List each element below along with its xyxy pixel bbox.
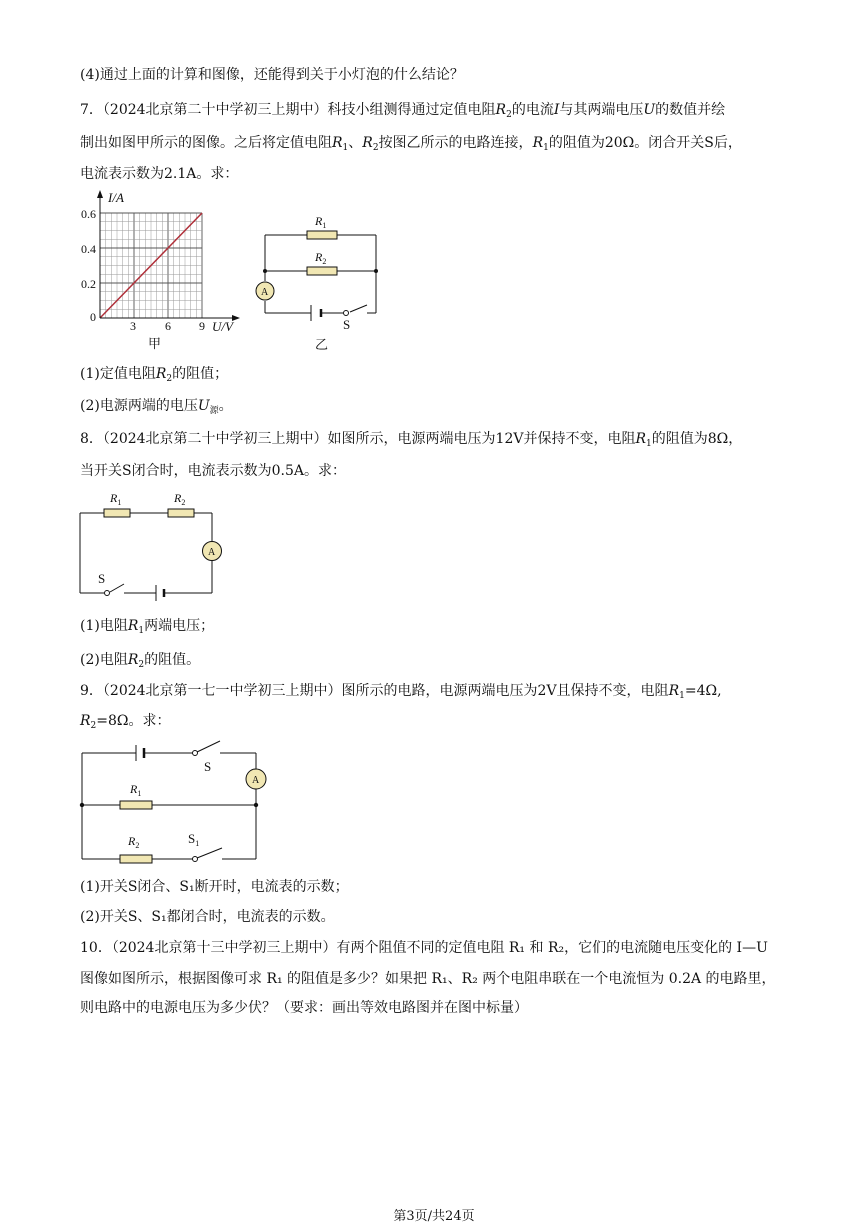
ammeter-label: A — [261, 287, 269, 298]
switch-s-label: S — [343, 317, 351, 332]
q10-line3: 则电路中的电源电压为多少伏？（要求：画出等效电路图并在图中标量） — [80, 1000, 528, 1016]
q8-circuit — [70, 485, 230, 605]
y-tick-label: 0.6 — [81, 207, 96, 221]
x-axis-arrow — [232, 315, 240, 321]
switch-s-label: S — [98, 571, 106, 586]
q6-part4: (4)通过上面的计算和图像，还能得到关于小灯泡的什么结论？ — [80, 67, 464, 83]
q9-circuit — [70, 735, 285, 870]
ammeter-label: A — [208, 547, 216, 558]
r1-label: $R_1$ — [110, 491, 122, 507]
switch-s-pivot — [193, 751, 198, 756]
x-tick-label: 3 — [130, 319, 136, 333]
y-axis-label: I/A — [108, 190, 124, 205]
origin-label: 0 — [90, 310, 96, 324]
x-axis-label: U/V — [212, 319, 233, 334]
resistor-r1 — [307, 231, 337, 239]
switch-s-label: S — [204, 759, 212, 774]
q9-line2: $R_2=8\Omega$。求： — [80, 713, 171, 731]
junction-dot — [254, 803, 258, 807]
y-axis-arrow — [97, 190, 103, 198]
q9-part1: (1)开关S闭合、S₁断开时，电流表的示数； — [80, 879, 349, 895]
q7-part2: (2)电源两端的电压$U_源$。 — [80, 398, 233, 416]
resistor-r1 — [120, 801, 152, 809]
q10-line2: 图像如图所示，根据图像可求 R₁ 的阻值是多少？如果把 R₁、R₂ 两个电阻串联在一个电流恒为 0.2A 的电路里， — [80, 971, 776, 987]
r2-label: $R_2$ — [174, 491, 186, 507]
y-tick-label: 0.4 — [81, 242, 96, 256]
q7-line2: 制出如图甲所示的图像。之后将定值电阻$R_1$、$R_2$按图乙所示的电路连接，$R_1$的阻值为20Ω。闭合开关S后， — [80, 135, 742, 153]
r1-label: $R_1$ — [130, 782, 142, 798]
q8-line2: 当开关S闭合时，电流表示数为0.5A。求： — [80, 463, 346, 479]
q8-heading: 8．（2024北京第二十中学初三上期中）如图所示，电源两端电压为12V并保持不变，电阻$R_1$的阻值为8Ω， — [80, 431, 743, 449]
junction-dot — [263, 269, 267, 273]
resistor-r1 — [104, 509, 130, 517]
r2-label: $R_2$ — [128, 834, 140, 850]
q8-part2: (2)电阻$R_2$的阻值。 — [80, 652, 201, 670]
resistor-r2 — [307, 267, 337, 275]
fig-label-jia: 甲 — [148, 336, 162, 351]
q9-heading: 9．（2024北京第一七一中学初三上期中）图所示的电路，电源两端电压为2V且保持不变，电阻$R_1=4\Omega$, — [80, 683, 722, 701]
x-tick-label: 9 — [199, 319, 205, 333]
resistor-r2 — [120, 855, 152, 863]
page-footer: 第3页/共24页 — [393, 1209, 475, 1224]
r2-label: $R_2$ — [315, 250, 327, 266]
junction-dot — [80, 803, 84, 807]
junction-dot — [374, 269, 378, 273]
y-tick-label: 0.2 — [81, 277, 96, 291]
q10-line1: 10．（2024北京第十三中学初三上期中）有两个阻值不同的定值电阻 R₁ 和 R₂，它们的电流随电压变化的 I—U — [80, 940, 768, 956]
switch-pivot — [105, 591, 110, 596]
q9-part2: (2)开关S、S₁都闭合时，电流表的示数。 — [80, 909, 335, 925]
q7-circuit — [245, 205, 390, 355]
q7-heading: 7．（2024北京第二十中学初三上期中）科技小组测得通过定值电阻$R_2$的电流I与其两端电压U的数值并绘 — [80, 102, 726, 120]
q7-chart — [70, 190, 255, 352]
fig-label-yi: 乙 — [315, 337, 329, 352]
q7-part1: (1)定值电阻$R_2$的阻值； — [80, 366, 229, 384]
q8-part1: (1)电阻$R_1$两端电压； — [80, 618, 215, 636]
x-tick-label: 6 — [165, 319, 171, 333]
r1-label: $R_1$ — [315, 214, 327, 230]
q7-line3: 电流表示数为2.1A。求： — [80, 166, 239, 182]
resistor-r2 — [168, 509, 194, 517]
switch-s1-pivot — [193, 857, 198, 862]
switch-s1-label: $S_1$ — [188, 831, 200, 848]
ammeter-label: A — [252, 775, 260, 786]
switch-pivot — [344, 311, 349, 316]
